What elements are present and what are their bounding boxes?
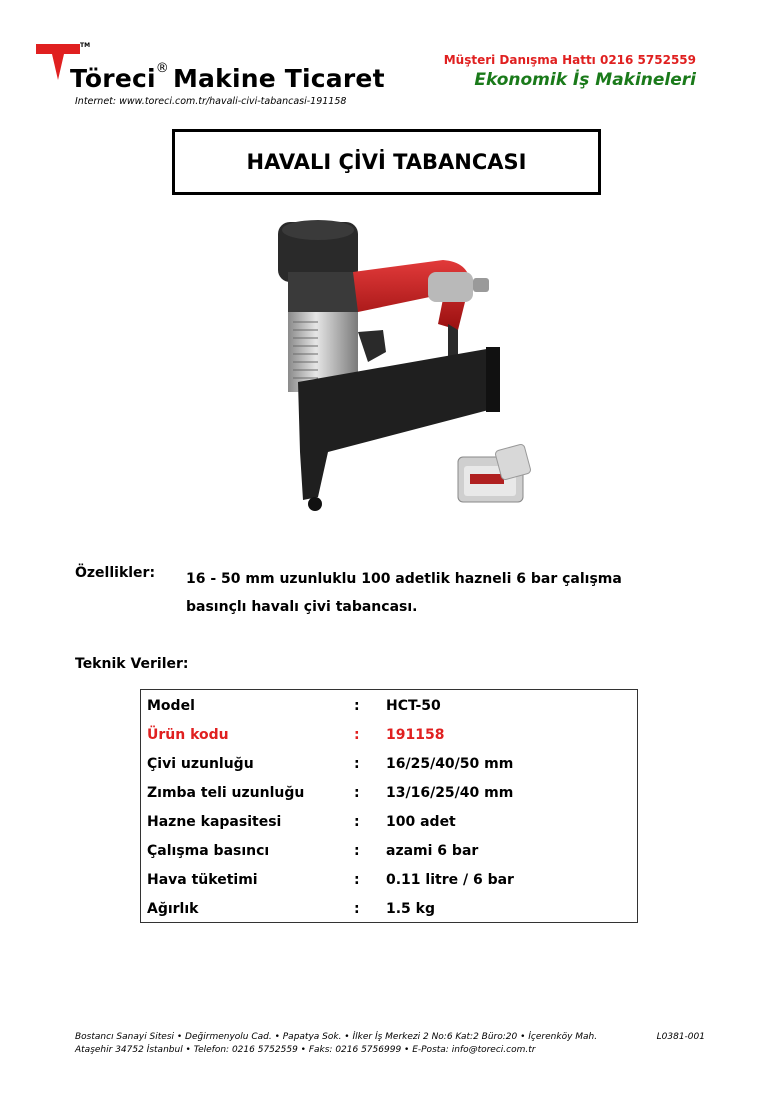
document-code: L0381-001 [656,1032,705,1042]
spec-separator: : [354,871,360,888]
logo-stem [52,54,64,80]
spec-row [147,691,514,720]
spec-key: Çivi uzunluğu [147,755,254,772]
logo-trademark: TM [80,42,91,49]
features-label: Özellikler: [75,565,156,581]
customer-hotline: Müşteri Danışma Hattı 0216 5752559 [443,53,696,67]
spec-key: Ağırlık [147,900,199,917]
spec-key: Hazne kapasitesi [147,813,282,830]
features-text: 16 - 50 mm uzunluklu 100 adetlik hazneli 6 bar çalışma basınçlı havalı çivi tabancası. [186,571,622,615]
spec-value: 191158 [386,726,445,743]
spec-separator: : [354,726,360,743]
spec-table [147,691,514,923]
spec-row [147,778,514,807]
brand-word: Töreci [70,64,156,93]
footer-address-line: Bostancı Sanayi Sitesi • Değirmenyolu Cad. • Papatya Sok. • İlker İş Merkezi 2 No:6 Kat:2 Büro:20 • İçerenköy Mah. [75,1032,598,1042]
spec-separator: : [354,900,360,917]
spec-row [147,894,514,923]
spec-separator: : [354,697,360,714]
spec-separator: : [354,813,360,830]
spec-key: Çalışma basıncı [147,842,270,859]
footer-contact-line: Ataşehir 34752 İstanbul • Telefon: 0216 5752559 • Faks: 0216 5756999 • E-Posta: info@toreci.com.tr [75,1045,536,1055]
spec-value: 1.5 kg [386,900,436,917]
spec-key: Ürün kodu [147,726,229,743]
spec-row [147,749,514,778]
spec-key: Zımba teli uzunluğu [147,784,305,801]
spec-value: 0.11 litre / 6 bar [386,871,514,888]
spec-separator: : [354,784,360,801]
spec-table-box [140,689,638,923]
spec-value: 100 adet [386,813,456,830]
brand-suffix: Makine Ticaret [172,64,385,93]
spec-value: 13/16/25/40 mm [386,784,514,801]
spec-value: 16/25/40/50 mm [386,755,514,772]
spec-separator: : [354,842,360,859]
logo-bar [36,44,80,54]
spec-row [147,807,514,836]
spec-value: azami 6 bar [386,842,479,859]
spec-separator: : [354,755,360,772]
page-title: HAVALI ÇİVİ TABANCASI [246,150,527,174]
spec-key: Hava tüketimi [147,871,258,888]
nail-gun-photo [258,212,538,532]
slogan: Ekonomik İş Makineleri [474,70,696,90]
spec-value: HCT-50 [386,697,441,714]
spec-row [147,836,514,865]
technical-data-label: Teknik Veriler: [75,656,189,672]
page-title-box [172,129,601,195]
spec-row [147,720,514,749]
brand-name [70,61,385,93]
internet-address[interactable]: Internet: www.toreci.com.tr/havali-civi-tabancasi-191158 [75,96,347,107]
registered-mark: ® [155,61,169,76]
spec-key: Model [147,697,195,714]
spec-row [147,865,514,894]
footer [75,1031,705,1057]
